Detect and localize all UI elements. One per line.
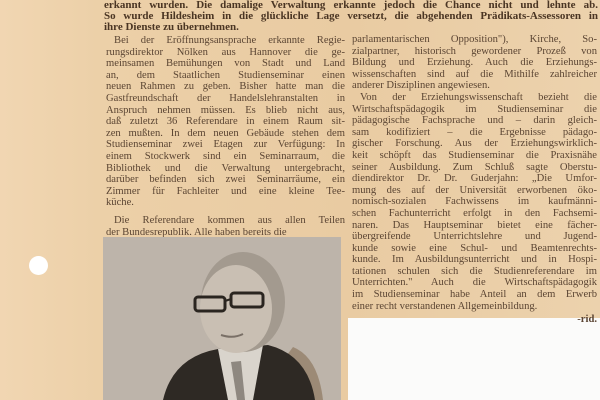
- text-line: Bei der Eröffnungsansprache erkannte Regie-: [114, 35, 345, 46]
- text-line: wissenschaften sind auf die Mithilfe zahlreicher: [352, 68, 597, 80]
- text-line: Unterrichten." Auch die Wirtschaftspädagogik: [352, 277, 597, 289]
- text-line: Bibliothek und die Verwaltung untergebracht,: [106, 162, 345, 174]
- text-line: gischer Forschung. Aus der Erziehungswirklich-: [352, 138, 597, 150]
- text-line: keit schöpft das Studienseminar die Praxisnähe: [352, 149, 597, 161]
- text-line: im Studienseminar habe Anteil an dem Erwerb: [352, 289, 597, 301]
- right-column: [352, 34, 597, 326]
- text-line: nomisch-sozialen Fachwissens im kaufmänni-: [352, 196, 597, 208]
- text-line: küche.: [106, 197, 134, 209]
- text-line: Von der Erziehungswissenschaft bezieht die: [360, 91, 597, 103]
- blank-background: [348, 318, 600, 400]
- text-line: parlamentarischen Opposition"), Kirche, So-: [352, 34, 597, 45]
- intro-line: ihre Dienste zu übernehmen.: [104, 22, 239, 33]
- intro-line: So wurde Hildesheim in die glückliche Lage versetzt, die abgehenden Prädikats-Assessoren in: [104, 11, 598, 22]
- text-line: einem Stockwerk sind ein Seminarraum, die: [106, 150, 345, 162]
- text-line: der Bundesrepublik. Alle haben bereits die: [106, 226, 287, 238]
- text-line: meinsamen Bemühungen von Stadt und Land: [106, 58, 345, 70]
- text-line: darüber befinden sich zwei Seminarräume, ein: [106, 174, 345, 186]
- text-line: anderer Disziplinen angewiesen.: [352, 80, 490, 92]
- text-line: Studienseminar zwei Etagen zur Verfügung: In: [106, 139, 345, 151]
- portrait-photo: [103, 237, 341, 400]
- author-signature: -rid.: [577, 314, 597, 326]
- text-line: diendirektor Dr. Dr. Guderjahn: „Die Umfor-: [352, 173, 597, 185]
- text-line: kunde. Im Ausbildungsunterricht und in Hospi-: [352, 254, 597, 266]
- text-line: übergreifende Unterrichtslehre und Jugend-: [352, 231, 597, 243]
- bold-intro: [104, 0, 598, 33]
- intro-line: erkannt wurden. Die damalige Verwaltung erkannte jedoch die Chance nicht und lehnte ab.: [104, 0, 598, 11]
- text-line: tationen schulen sich die Studienreferendare im: [352, 265, 597, 277]
- text-line: Bildung und Erziehung. Auch die Erziehungs-: [352, 57, 597, 69]
- text-line: zialpartner, historisch gewordener Prozeß von: [352, 45, 597, 57]
- text-line: rungsdirektor Nölken aus Hannover die ge-: [106, 46, 345, 58]
- text-line: pädagogische Fachsprache und – darin gleich-: [352, 115, 597, 127]
- text-line: Gastfreundschaft der Handelslehranstalten in: [106, 92, 345, 104]
- text-line: an, dem Staatlichen Studienseminar einen: [106, 69, 345, 81]
- text-line: neuen Rahmen zu geben. Bisher hatte man die: [106, 81, 345, 93]
- text-line: Die Referendare kommen aus allen Teilen: [114, 214, 345, 226]
- text-line: naren. Das Hauptseminar bietet eine fächer-: [352, 219, 597, 231]
- text-line: kunde sowie eine Schul- und Beamtenrechts-: [352, 242, 597, 254]
- text-line: Anspruch nehmen müssen. Es blieb nicht aus,: [106, 104, 345, 116]
- text-line: Wirtschaftspädagogik im Studienseminar die: [352, 103, 597, 115]
- man-with-glasses-photo: [103, 237, 341, 400]
- text-line: Zimmer für Fachleiter und eine kleine Tee-: [106, 185, 345, 197]
- text-line: sam kodifiziert – die Ergebnisse pädago-: [352, 126, 597, 138]
- punch-hole: [29, 256, 48, 275]
- text-line: daß zuletzt 36 Referendare in einem Raum sit-: [106, 116, 345, 128]
- text-line: schen Fachunterricht erfolgt in den Fachsemi-: [352, 207, 597, 219]
- text-line: mung des auf der Universität erworbenen öko-: [352, 184, 597, 196]
- text-line: zen mußten. In dem neuen Gebäude stehen dem: [106, 127, 345, 139]
- left-column: [106, 35, 345, 238]
- text-line: seiner Ausbildung. Zum Schluß sagte Oberstu-: [352, 161, 597, 173]
- text-line: einer recht verstandenen Allgemeinbildung.: [352, 300, 538, 312]
